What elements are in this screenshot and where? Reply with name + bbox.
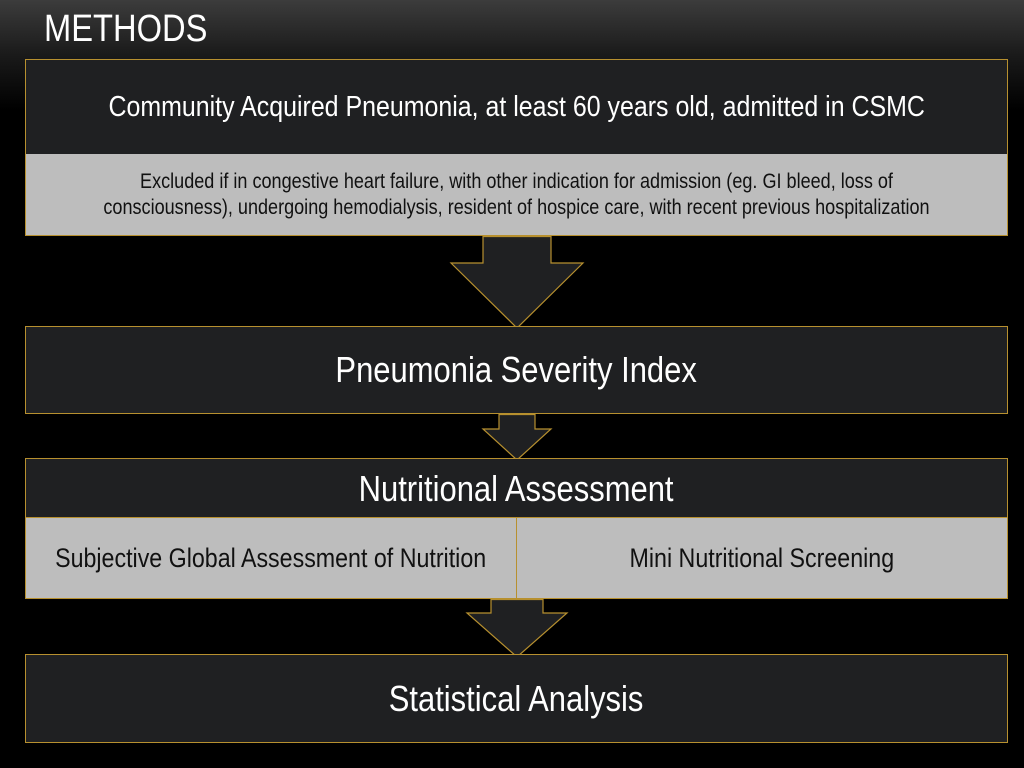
sga-nutrition-text: Subjective Global Assessment of Nutrition xyxy=(55,542,487,573)
mini-nutritional-screening-box xyxy=(516,517,1008,599)
down-arrow-2 xyxy=(480,414,554,462)
severity-index-text: Pneumonia Severity Index xyxy=(335,349,698,390)
severity-index-box xyxy=(25,326,1008,414)
down-arrow-3 xyxy=(464,599,570,659)
inclusion-criteria-box xyxy=(25,59,1008,155)
mini-nutritional-screening-text: Mini Nutritional Screening xyxy=(629,542,895,573)
inclusion-criteria-text: Community Acquired Pneumonia, at least 60 years old, admitted in CSMC xyxy=(108,90,925,123)
nutritional-assessment-title: Nutritional Assessment xyxy=(359,467,674,509)
down-arrow-1 xyxy=(448,236,586,330)
exclusion-criteria-text: Excluded if in congestive heart failure, with other indication for admission (eg. GI bleed, loss of consciousness), undergoing hemodialysis, resident of hospice care, with recent previous hospitalization xyxy=(103,169,930,219)
nutritional-assessment-header xyxy=(25,458,1008,518)
sga-nutrition-box xyxy=(25,517,517,599)
statistical-analysis-text: Statistical Analysis xyxy=(389,677,644,719)
page-title: METHODS xyxy=(44,8,208,50)
exclusion-criteria-box xyxy=(25,154,1008,236)
statistical-analysis-box xyxy=(25,654,1008,743)
